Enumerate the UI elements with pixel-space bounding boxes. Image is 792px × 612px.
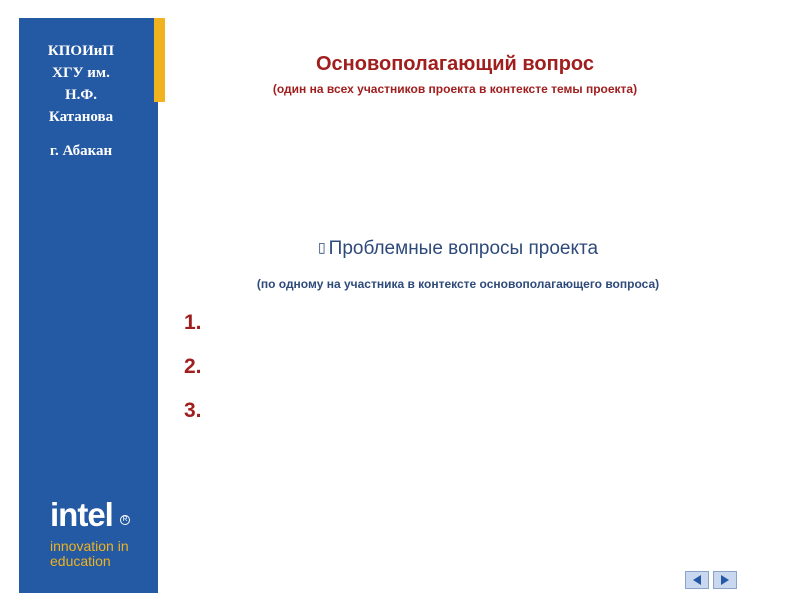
list-item: 2. xyxy=(184,355,202,378)
logo-tagline: education xyxy=(50,553,111,569)
city-label: г. Абакан xyxy=(49,143,113,159)
slide-subtitle: (один на всех участников проекта в контексте темы проекта) xyxy=(272,82,638,96)
section-title-text: Проблемные вопросы проекта xyxy=(328,238,599,259)
section-subtitle: (по одному на участника в контексте основополагающего вопроса) xyxy=(256,277,660,291)
triangle-right-icon xyxy=(719,574,731,586)
list-item: 3. xyxy=(184,399,202,422)
org-line: ХГУ им. xyxy=(52,65,110,81)
logo-wordmark: intel xyxy=(50,496,113,533)
org-line: Н.Ф. xyxy=(64,87,98,103)
list-item: 1. xyxy=(184,311,202,334)
bullet-icon: ▯ xyxy=(317,239,326,255)
section-title xyxy=(168,235,748,261)
registered-mark-icon: R xyxy=(120,515,130,525)
triangle-left-icon xyxy=(691,574,703,586)
question-list xyxy=(184,308,202,440)
next-slide-button[interactable] xyxy=(713,571,737,589)
org-line: Катанова xyxy=(48,109,114,125)
organization-name xyxy=(19,40,143,162)
intel-logo xyxy=(50,497,140,569)
slide-title: Основополагающий вопрос xyxy=(315,53,595,75)
org-line: КПОИиП xyxy=(47,43,115,59)
logo-tagline: innovation in xyxy=(50,538,129,554)
previous-slide-button[interactable] xyxy=(685,571,709,589)
slide-navigation xyxy=(685,571,737,589)
accent-bar xyxy=(154,18,165,102)
